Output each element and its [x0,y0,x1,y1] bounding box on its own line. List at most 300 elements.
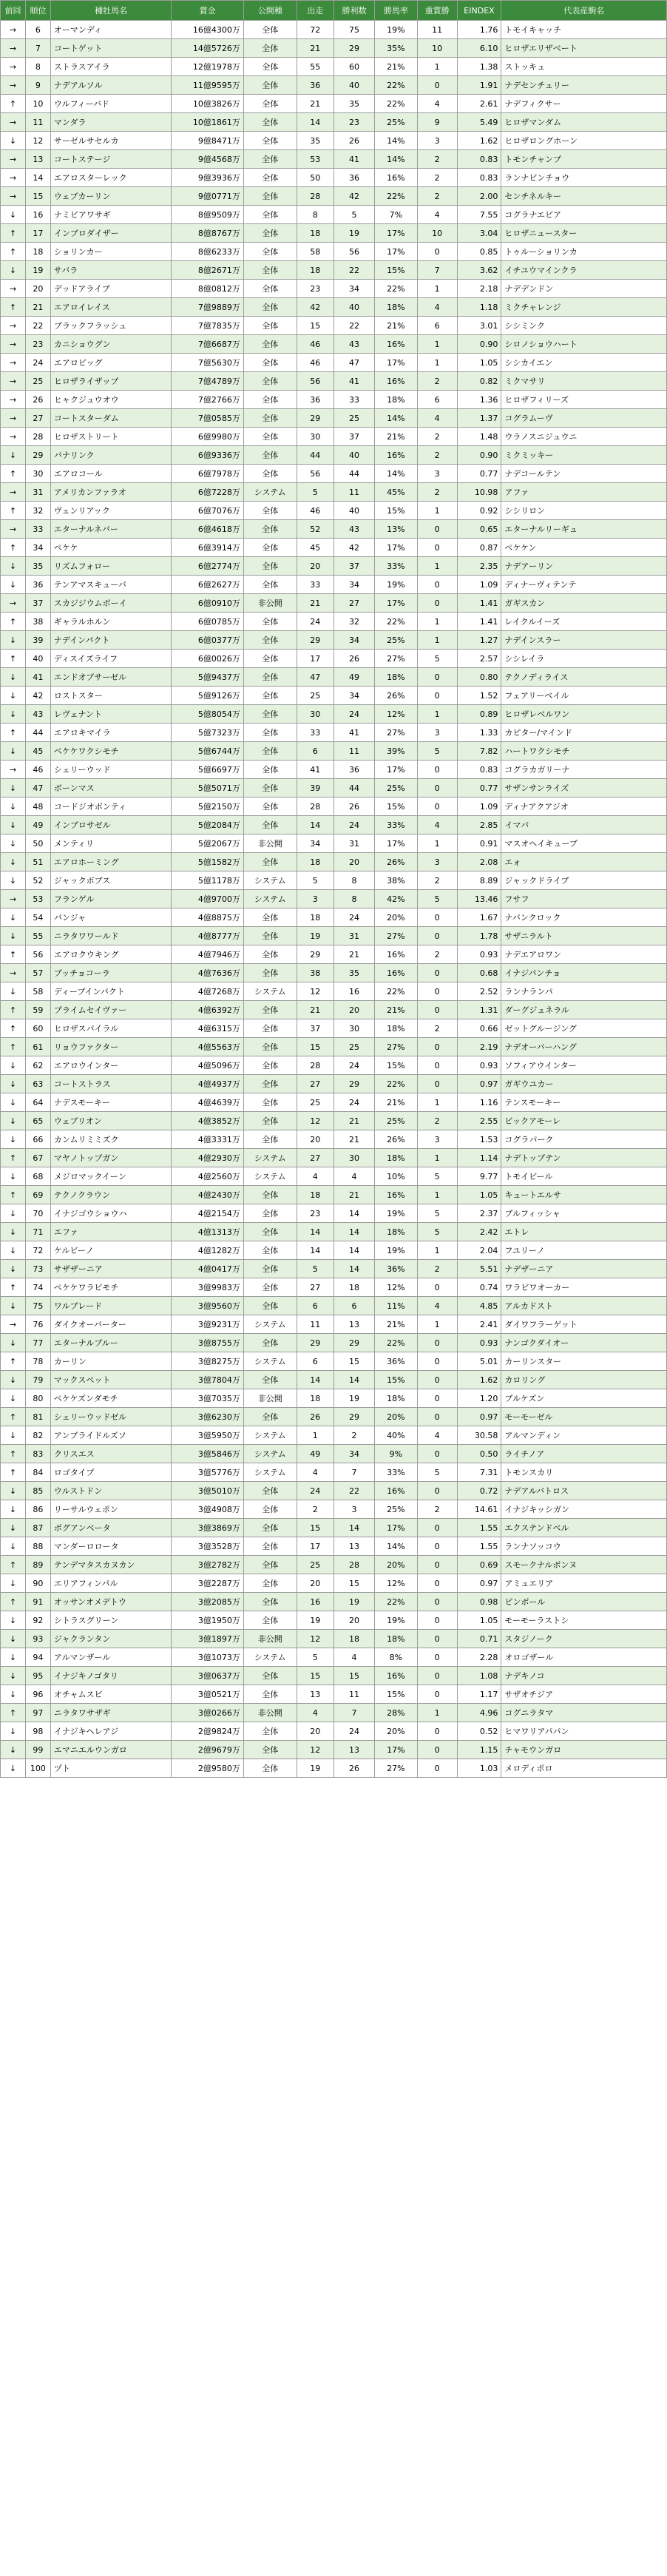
eindex-cell: 1.05 [458,1611,501,1629]
representative-cell[interactable]: ディナーヴィテンテ [501,576,666,593]
eindex-cell: 1.09 [458,576,501,593]
rank-cell: 21 [26,298,50,316]
sire-name-cell[interactable]: ペケケ [51,539,171,556]
sire-name-cell[interactable]: レヴェナント [51,705,171,723]
representative-cell[interactable]: シロノショウハート [501,335,666,353]
starts-cell: 14 [297,113,334,131]
sire-name-cell[interactable]: ケルビーノ [51,1241,171,1259]
representative-cell[interactable]: ナデアルバトロス [501,1482,666,1500]
sire-name-cell[interactable]: コートゲット [51,39,171,57]
representative-cell[interactable]: ペケケン [501,539,666,556]
graded-wins-cell: 0 [418,1574,457,1592]
representative-cell[interactable]: エォ [501,853,666,871]
representative-cell[interactable]: ヒロザエリザベート [501,39,666,57]
sire-name-cell[interactable]: フランゲル [51,890,171,908]
representative-cell[interactable]: コグラムーヴ [501,409,666,427]
sire-name-cell[interactable]: コートスターダム [51,409,171,427]
rank-cell: 92 [26,1611,50,1629]
eindex-cell: 0.83 [458,169,501,186]
sire-name-cell[interactable]: シェリーウッド [51,761,171,778]
representative-cell[interactable]: テクノディライス [501,668,666,686]
sire-name-cell[interactable]: オチャムスビ [51,1685,171,1703]
rank-cell: 90 [26,1574,50,1592]
representative-cell[interactable]: チャモウンガロ [501,1741,666,1759]
sire-name-cell[interactable]: ジャックボブス [51,871,171,889]
representative-cell[interactable]: テンスモーキー [501,1093,666,1111]
representative-cell[interactable]: コグラパーク [501,1130,666,1148]
sire-name-cell[interactable]: エアロビッグ [51,354,171,371]
starts-cell: 36 [297,76,334,94]
table-row [1,1463,666,1481]
win-rate-cell: 7% [375,206,417,223]
representative-cell[interactable]: トモイキャッチ [501,21,666,38]
sire-name-cell[interactable]: ウルストドン [51,1482,171,1500]
representative-cell[interactable]: イナジキッシガン [501,1500,666,1518]
sire-name-cell[interactable]: ニラタワサザギ [51,1704,171,1722]
sire-name-cell[interactable]: テンアマスキューバ [51,576,171,593]
representative-cell[interactable]: ナバンクロック [501,908,666,926]
starts-cell: 33 [297,576,334,593]
wins-cell: 41 [334,372,374,390]
sire-name-cell[interactable]: ディープインパクト [51,982,171,1000]
sire-name-cell[interactable]: ヒャクジュウオウ [51,391,171,408]
sire-name-cell[interactable]: テクノクラウン [51,1186,171,1204]
representative-cell[interactable]: トモイビール [501,1167,666,1185]
representative-cell[interactable]: フェアリーベイル [501,687,666,704]
representative-cell[interactable]: シシリロン [501,502,666,519]
representative-cell[interactable]: ストッキュ [501,58,666,75]
representative-cell[interactable]: サザオチジア [501,1685,666,1703]
public-type-cell: 全体 [244,1667,297,1685]
sire-name-cell[interactable]: ダイクオーバーター [51,1315,171,1333]
graded-wins-cell: 4 [418,1297,457,1315]
sire-name-cell[interactable]: ナミビアワサギ [51,206,171,223]
sire-name-cell[interactable]: アンブライドルズソ [51,1426,171,1444]
sire-name-cell[interactable]: クリスエス [51,1445,171,1463]
representative-cell[interactable]: スモークナルボンヌ [501,1556,666,1574]
public-type-cell: 全体 [244,945,297,963]
table-row [1,95,666,112]
public-type-cell: 全体 [244,742,297,760]
starts-cell: 37 [297,1019,334,1037]
representative-cell[interactable]: コグニラタマ [501,1704,666,1722]
representative-cell[interactable]: ナデエアロワン [501,945,666,963]
prize-cell: 9億0771万 [172,187,243,205]
rank-cell: 59 [26,1001,50,1019]
representative-cell[interactable]: ミクチャレンジ [501,298,666,316]
table-row [1,1093,666,1111]
starts-cell: 12 [297,1741,334,1759]
representative-cell[interactable]: ナンゴクダイオー [501,1334,666,1352]
prize-cell: 3億1950万 [172,1611,243,1629]
representative-cell[interactable]: ダーグジュネラル [501,1001,666,1019]
sire-name-cell[interactable]: エアロスターレック [51,169,171,186]
representative-cell[interactable]: エトレ [501,1223,666,1241]
prev-rank-arrow: ↓ [1,1130,25,1148]
sire-name-cell[interactable]: ナデアルソル [51,76,171,94]
representative-cell[interactable]: オロゴザール [501,1648,666,1666]
sire-name-cell[interactable]: マンダーロロータ [51,1537,171,1555]
sire-name-cell[interactable]: ペケケズンダモチ [51,1389,171,1407]
sire-name-cell[interactable]: シェリーウッドゼル [51,1408,171,1426]
prize-cell: 4億5096万 [172,1056,243,1074]
sire-name-cell[interactable]: ヒロザスパイラル [51,1019,171,1037]
prev-rank-arrow: ↓ [1,1611,25,1629]
sire-name-cell[interactable]: ショリンカー [51,243,171,260]
prev-rank-arrow: ↓ [1,1759,25,1777]
representative-cell[interactable]: ナデデンドン [501,280,666,297]
representative-cell[interactable]: ライチノア [501,1445,666,1463]
rank-cell: 91 [26,1593,50,1611]
prize-cell: 8億6233万 [172,243,243,260]
prev-rank-arrow: ↓ [1,908,25,926]
representative-cell[interactable]: コグラカガリーナ [501,761,666,778]
prev-rank-arrow: ↓ [1,853,25,871]
sire-name-cell[interactable]: シトラスグリーン [51,1611,171,1629]
representative-cell[interactable]: ナデキノコ [501,1667,666,1685]
sire-name-cell[interactable]: ヅト [51,1759,171,1777]
eindex-cell: 0.90 [458,335,501,353]
win-rate-cell: 16% [375,1667,417,1685]
table-row [1,1593,666,1611]
representative-cell[interactable]: モーモーゼル [501,1408,666,1426]
representative-cell[interactable]: イナジパンチョ [501,964,666,982]
sire-name-cell[interactable]: ロストスター [51,687,171,704]
win-rate-cell: 18% [375,298,417,316]
win-rate-cell: 15% [375,1056,417,1074]
starts-cell: 56 [297,465,334,482]
representative-cell[interactable]: ヒロザフィリーズ [501,391,666,408]
representative-cell[interactable]: フユリーノ [501,1241,666,1259]
graded-wins-cell: 1 [418,1315,457,1333]
representative-cell[interactable]: ディナアクアジオ [501,798,666,815]
sire-name-cell[interactable]: ペケケワラビモチ [51,1278,171,1296]
win-rate-cell: 16% [375,1482,417,1500]
graded-wins-cell: 4 [418,95,457,112]
table-row [1,816,666,834]
sire-name-cell[interactable]: ディスイズライフ [51,650,171,667]
table-row [1,280,666,297]
sire-name-cell[interactable]: カーリン [51,1352,171,1370]
sire-name-cell[interactable]: ナデインパクト [51,631,171,649]
win-rate-cell: 14% [375,1537,417,1555]
representative-cell[interactable]: イチユウマインクラ [501,261,666,279]
graded-wins-cell: 0 [418,1537,457,1555]
representative-cell[interactable]: ナデザーニア [501,1260,666,1278]
representative-cell[interactable]: ウラノスニジュウニ [501,428,666,445]
sire-name-cell[interactable]: ボーンマス [51,779,171,797]
public-type-cell: 全体 [244,1685,297,1703]
representative-cell[interactable]: ピンボール [501,1593,666,1611]
representative-cell[interactable]: ブルフィッシャ [501,1204,666,1222]
sire-name-cell[interactable]: コートステージ [51,150,171,168]
rank-cell: 34 [26,539,50,556]
sire-name-cell[interactable]: ウェブカーリン [51,187,171,205]
sire-name-cell[interactable]: ブッチョコーラ [51,964,171,982]
public-type-cell: 全体 [244,1500,297,1518]
representative-cell[interactable]: ヒマワリアパパン [501,1722,666,1740]
representative-cell[interactable]: ナデインスラー [501,631,666,649]
sire-name-cell[interactable]: アメリカンファラオ [51,483,171,501]
eindex-cell: 0.68 [458,964,501,982]
graded-wins-cell: 0 [418,243,457,260]
representative-cell[interactable]: メロディポロ [501,1759,666,1777]
representative-cell[interactable]: ヒロザニュースター [501,224,666,242]
representative-cell[interactable]: センチネルキー [501,187,666,205]
table-row [1,1019,666,1037]
starts-cell: 46 [297,335,334,353]
representative-cell[interactable]: ガギスカン [501,594,666,612]
sire-name-cell[interactable]: カニショウグン [51,335,171,353]
prize-cell: 6億7228万 [172,483,243,501]
prev-rank-arrow: ↑ [1,539,25,556]
representative-cell[interactable]: アファ [501,483,666,501]
representative-cell[interactable]: ナデオーバーハング [501,1038,666,1056]
public-type-cell: 全体 [244,798,297,815]
table-row [1,1352,666,1370]
sire-name-cell[interactable]: イナジゴウショウハ [51,1204,171,1222]
prize-cell: 8億0812万 [172,280,243,297]
representative-cell[interactable]: カーリンスター [501,1352,666,1370]
sire-name-cell[interactable]: ワルブレード [51,1297,171,1315]
table-row [1,58,666,75]
wins-cell: 37 [334,428,374,445]
sire-name-cell[interactable]: ペケケワクシモチ [51,742,171,760]
sire-name-cell[interactable]: エアロキマイラ [51,724,171,741]
wins-cell: 15 [334,1574,374,1592]
sire-name-cell[interactable]: エアロクウキング [51,945,171,963]
sire-name-cell[interactable]: コードジオボンティ [51,798,171,815]
sire-name-cell[interactable]: サザザーニア [51,1260,171,1278]
sire-name-cell[interactable]: エアロウインター [51,1056,171,1074]
win-rate-cell: 15% [375,1685,417,1703]
rank-cell: 53 [26,890,50,908]
representative-cell[interactable]: サザンサンライズ [501,779,666,797]
prize-cell: 3億0266万 [172,1704,243,1722]
public-type-cell: 全体 [244,1241,297,1259]
sire-name-cell[interactable]: エターナルネバー [51,520,171,538]
sire-name-cell[interactable]: インブロダイザー [51,224,171,242]
eindex-cell: 2.37 [458,1204,501,1222]
wins-cell: 3 [334,1500,374,1518]
public-type-cell: 全体 [244,298,297,316]
graded-wins-cell: 2 [418,446,457,464]
representative-cell[interactable]: エターナルリーギュ [501,520,666,538]
sire-name-cell[interactable]: マックスペット [51,1371,171,1389]
sire-name-cell[interactable]: エターナルブルー [51,1334,171,1352]
sire-name-cell[interactable]: ナデスモーキー [51,1093,171,1111]
graded-wins-cell: 0 [418,520,457,538]
representative-cell[interactable]: ゼットグルージング [501,1019,666,1037]
representative-cell[interactable]: カロリング [501,1371,666,1389]
representative-cell[interactable]: カピター/マインド [501,724,666,741]
representative-cell[interactable]: イマバ [501,816,666,834]
sire-name-cell[interactable]: リーサルウェポン [51,1500,171,1518]
sire-name-cell[interactable]: デッドアライブ [51,280,171,297]
eindex-cell: 5.51 [458,1260,501,1278]
table-row [1,724,666,741]
representative-cell[interactable]: ソフィアウインター [501,1056,666,1074]
wins-cell: 40 [334,76,374,94]
table-row [1,76,666,94]
sire-name-cell[interactable]: ヒロザライザップ [51,372,171,390]
prev-rank-arrow: ↓ [1,261,25,279]
starts-cell: 12 [297,1630,334,1648]
representative-cell[interactable]: レイクルイーズ [501,613,666,630]
representative-cell[interactable]: ブルケズン [501,1389,666,1407]
eindex-cell: 5.01 [458,1352,501,1370]
sire-name-cell[interactable]: バナリンク [51,446,171,464]
representative-cell[interactable]: トモンスカリ [501,1463,666,1481]
representative-cell[interactable]: ミクマサリ [501,372,666,390]
wins-cell: 44 [334,779,374,797]
graded-wins-cell: 1 [418,502,457,519]
representative-cell[interactable]: フサフ [501,890,666,908]
sire-name-cell[interactable]: スカジジウムボーイ [51,594,171,612]
representative-cell[interactable]: アミュエリア [501,1574,666,1592]
eindex-cell: 1.20 [458,1389,501,1407]
graded-wins-cell: 2 [418,483,457,501]
sire-name-cell[interactable]: エアロコール [51,465,171,482]
win-rate-cell: 14% [375,409,417,427]
sire-name-cell[interactable]: サバラ [51,261,171,279]
sire-name-cell[interactable]: ジャクランタン [51,1630,171,1648]
representative-cell[interactable]: ハートワクシモチ [501,742,666,760]
table-row [1,1204,666,1222]
sire-name-cell[interactable]: カンムリミミズク [51,1130,171,1148]
sire-name-cell[interactable]: エマニエルウンガロ [51,1741,171,1759]
wins-cell: 20 [334,1001,374,1019]
eindex-cell: 1.38 [458,58,501,75]
sire-name-cell[interactable]: イナジキヘレアジ [51,1722,171,1740]
representative-cell[interactable]: ダイワフラーゲット [501,1315,666,1333]
sire-name-cell[interactable]: ボグアンベータ [51,1519,171,1537]
representative-cell[interactable]: トモンチャンプ [501,150,666,168]
representative-cell[interactable]: ワラビワオーカー [501,1278,666,1296]
representative-cell[interactable]: ナデアーリン [501,557,666,575]
starts-cell: 25 [297,1093,334,1111]
graded-wins-cell: 2 [418,1112,457,1130]
starts-cell: 28 [297,187,334,205]
representative-cell[interactable]: ナデトップテン [501,1149,666,1167]
sire-name-cell[interactable]: エアロイレイス [51,298,171,316]
representative-cell[interactable]: ランナソッコウ [501,1537,666,1555]
prev-rank-arrow: ↓ [1,1426,25,1444]
eindex-cell: 2.04 [458,1241,501,1259]
public-type-cell: 全体 [244,21,297,38]
representative-cell[interactable]: アルマンディン [501,1426,666,1444]
sire-name-cell[interactable]: エリアフィンパル [51,1574,171,1592]
table-row [1,742,666,760]
representative-cell[interactable]: サザニラルト [501,927,666,945]
table-row [1,409,666,427]
prize-cell: 9億4568万 [172,150,243,168]
representative-cell[interactable]: エクステンドベル [501,1519,666,1537]
sire-name-cell[interactable]: ヴェンリアック [51,502,171,519]
sire-name-cell[interactable]: メンティリ [51,834,171,852]
eindex-cell: 0.97 [458,1075,501,1093]
representative-cell[interactable]: ヒロザレベルワン [501,705,666,723]
sire-name-cell[interactable]: エンドオブサーゼル [51,668,171,686]
sire-name-cell[interactable]: メジロマックイーン [51,1167,171,1185]
representative-cell[interactable]: ランナビンチョウ [501,169,666,186]
table-row [1,113,666,131]
sire-name-cell[interactable]: マンダラ [51,113,171,131]
public-type-cell: 非公開 [244,1704,297,1722]
representative-cell[interactable]: マスオヘイキューブ [501,834,666,852]
representative-cell[interactable]: シシミンク [501,317,666,334]
representative-cell[interactable]: ランナランパ [501,982,666,1000]
sire-name-cell[interactable]: エアロホーミング [51,853,171,871]
table-row [1,372,666,390]
sire-name-cell[interactable]: リズムフォロー [51,557,171,575]
prize-cell: 4億5563万 [172,1038,243,1056]
sire-name-cell[interactable]: テンデマタスカヌカン [51,1556,171,1574]
public-type-cell: 全体 [244,1186,297,1204]
representative-cell[interactable]: アルカドスト [501,1297,666,1315]
sire-name-cell[interactable]: ウェブリオン [51,1112,171,1130]
table-row [1,964,666,982]
public-type-cell: 全体 [244,1482,297,1500]
representative-cell[interactable]: ヒロザマンダム [501,113,666,131]
sire-name-cell[interactable]: ブラックフラッシュ [51,317,171,334]
sire-name-cell[interactable]: オッサンオメデトウ [51,1593,171,1611]
prize-cell: 3億2287万 [172,1574,243,1592]
sire-name-cell[interactable]: オーマンディ [51,21,171,38]
sire-name-cell[interactable]: マヤノトップガン [51,1149,171,1167]
representative-cell[interactable]: シシカイエン [501,354,666,371]
representative-cell[interactable]: モーモーラストシ [501,1611,666,1629]
sire-name-cell[interactable]: ニラタワワールド [51,927,171,945]
sire-name-cell[interactable]: エファ [51,1223,171,1241]
sire-name-cell[interactable]: ロゴタイプ [51,1463,171,1481]
representative-cell[interactable]: ガギウユカー [501,1075,666,1093]
sire-name-cell[interactable]: リョウファクター [51,1038,171,1056]
prize-cell: 6億7076万 [172,502,243,519]
sire-name-cell[interactable]: ヒロザストリート [51,428,171,445]
representative-cell[interactable]: ナデセンチュリー [501,76,666,94]
public-type-cell: 全体 [244,1093,297,1111]
sire-name-cell[interactable]: アルマンザール [51,1648,171,1666]
representative-cell[interactable]: コグラナエビア [501,206,666,223]
representative-cell[interactable]: ナデフィクサー [501,95,666,112]
representative-cell[interactable]: シシレイラ [501,650,666,667]
sire-name-cell[interactable]: インブロサゼル [51,816,171,834]
wins-cell: 19 [334,224,374,242]
sire-name-cell[interactable]: プライムセイヴァー [51,1001,171,1019]
sire-name-cell[interactable]: サーゼルサセルカ [51,132,171,149]
representative-cell[interactable]: スタジノーク [501,1630,666,1648]
representative-cell[interactable]: トゥルーショリンカ [501,243,666,260]
sire-name-cell[interactable]: ウルフィーバド [51,95,171,112]
sire-name-cell[interactable]: イナジキノゴタリ [51,1667,171,1685]
representative-cell[interactable]: ジャックドライブ [501,871,666,889]
representative-cell[interactable]: ミクミッキー [501,446,666,464]
public-type-cell: 全体 [244,1408,297,1426]
sire-name-cell[interactable]: バンジャ [51,908,171,926]
representative-cell[interactable]: ナデコールテン [501,465,666,482]
starts-cell: 15 [297,317,334,334]
sire-name-cell[interactable]: ギャラルホルン [51,613,171,630]
prev-rank-arrow: → [1,890,25,908]
sire-name-cell[interactable]: コートストラス [51,1075,171,1093]
representative-cell[interactable]: ビックアモーレ [501,1112,666,1130]
graded-wins-cell: 1 [418,1704,457,1722]
sire-name-cell[interactable]: ストラスアイラ [51,58,171,75]
representative-cell[interactable]: ヒロザロングホーン [501,132,666,149]
table-row [1,1112,666,1130]
representative-cell[interactable]: キュートエルサ [501,1186,666,1204]
